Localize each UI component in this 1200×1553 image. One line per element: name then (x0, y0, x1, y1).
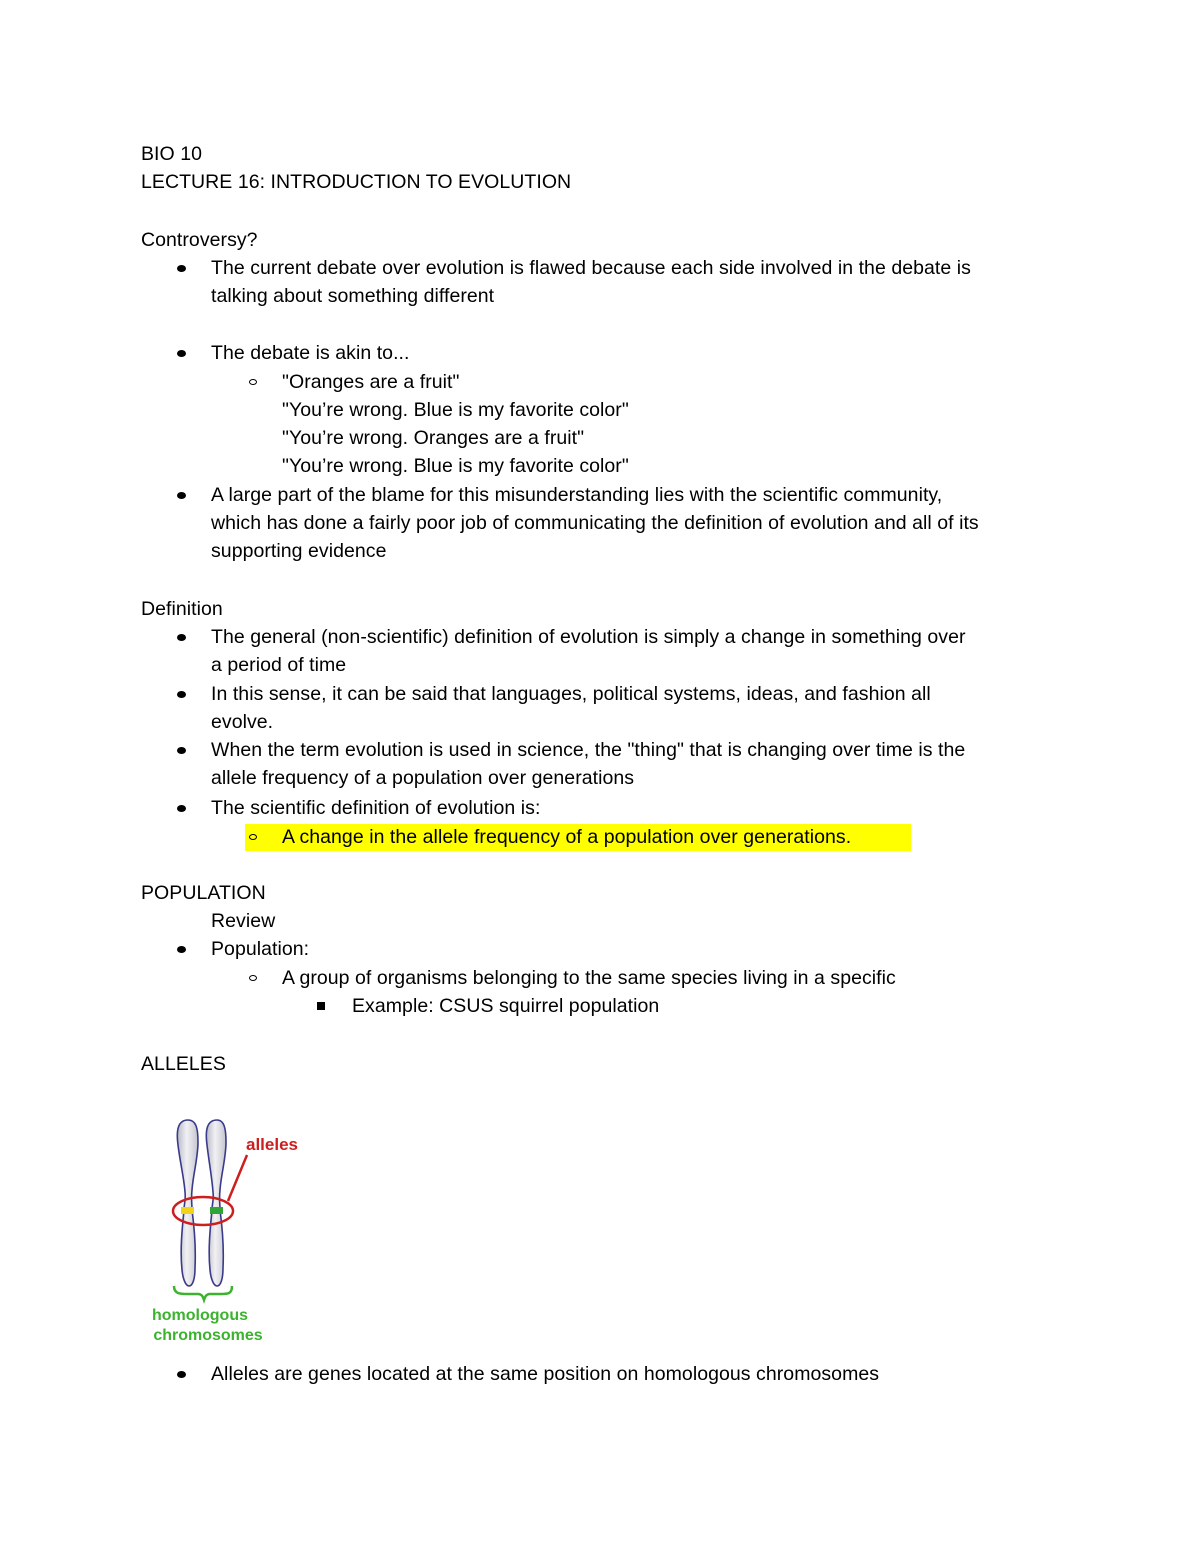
definition-bullet-1-line-2: a period of time (211, 654, 347, 676)
bullet-circle (249, 834, 257, 840)
bullet-disc (177, 492, 186, 499)
population-review: Review (211, 910, 276, 932)
lecture-title: LECTURE 16: INTRODUCTION TO EVOLUTION (141, 171, 572, 193)
definition-bullet-3-line-1: When the term evolution is used in science, the "thing" that is changing over time is the (211, 739, 966, 761)
controversy-bullet-3-line-3: supporting evidence (211, 540, 387, 562)
bullet-square (317, 1002, 325, 1010)
definition-bullet-3-line-2: allele frequency of a population over generations (211, 767, 635, 789)
alleles-bullet-1: Alleles are genes located at the same position on homologous chromosomes (211, 1363, 880, 1385)
controversy-sub-3: "You’re wrong. Oranges are a fruit" (282, 427, 585, 449)
alleles-label: alleles (246, 1135, 298, 1154)
chromosomes-label: chromosomes (153, 1327, 263, 1344)
homologous-label: homologous (152, 1307, 248, 1324)
alleles-pointer-line (228, 1155, 247, 1201)
controversy-sub-2: "You’re wrong. Blue is my favorite color" (282, 399, 629, 421)
population-subsub-1: Example: CSUS squirrel population (352, 995, 660, 1017)
bullet-disc (177, 1371, 186, 1378)
definition-bullet-1-line-1: The general (non-scientific) definition of evolution is simply a change in something over (211, 626, 966, 648)
bullet-disc (177, 805, 186, 812)
allele-band-yellow (181, 1207, 194, 1214)
bullet-disc (177, 946, 186, 953)
controversy-heading: Controversy? (141, 229, 258, 251)
definition-bullet-2-line-1: In this sense, it can be said that languages, political systems, ideas, and fashion all (211, 683, 931, 705)
controversy-bullet-3-line-2: which has done a fairly poor job of communicating the definition of evolution and all of its (211, 512, 979, 534)
chromosome-right (206, 1120, 226, 1286)
alleles-heading: ALLELES (141, 1053, 226, 1075)
bullet-disc (177, 265, 186, 272)
controversy-bullet-1-line-1: The current debate over evolution is flawed because each side involved in the debate is (211, 257, 971, 279)
bullet-disc (177, 747, 186, 754)
definition-highlighted-sub: A change in the allele frequency of a population over generations. (282, 826, 852, 848)
population-bullet-1: Population: (211, 938, 310, 960)
bullet-disc (177, 350, 186, 357)
definition-bullet-4: The scientific definition of evolution is: (211, 797, 541, 819)
allele-band-green (210, 1207, 223, 1214)
controversy-bullet-2: The debate is akin to... (211, 342, 410, 364)
homologous-brace (174, 1286, 232, 1300)
definition-heading: Definition (141, 598, 223, 620)
definition-bullet-2-line-2: evolve. (211, 711, 274, 733)
homologous-chromosomes-figure (140, 1100, 320, 1350)
population-heading: POPULATION (141, 882, 266, 904)
bullet-disc (177, 691, 186, 698)
controversy-bullet-3-line-1: A large part of the blame for this misunderstanding lies with the scientific community, (211, 484, 943, 506)
controversy-sub-1: "Oranges are a fruit" (282, 371, 460, 393)
bullet-disc (177, 634, 186, 641)
bullet-circle (249, 975, 257, 981)
controversy-sub-4: "You’re wrong. Blue is my favorite color" (282, 455, 629, 477)
course-title: BIO 10 (141, 143, 202, 165)
controversy-bullet-1-line-2: talking about something different (211, 285, 495, 307)
bullet-circle (249, 379, 257, 385)
population-sub-1: A group of organisms belonging to the same species living in a specific (282, 967, 896, 989)
